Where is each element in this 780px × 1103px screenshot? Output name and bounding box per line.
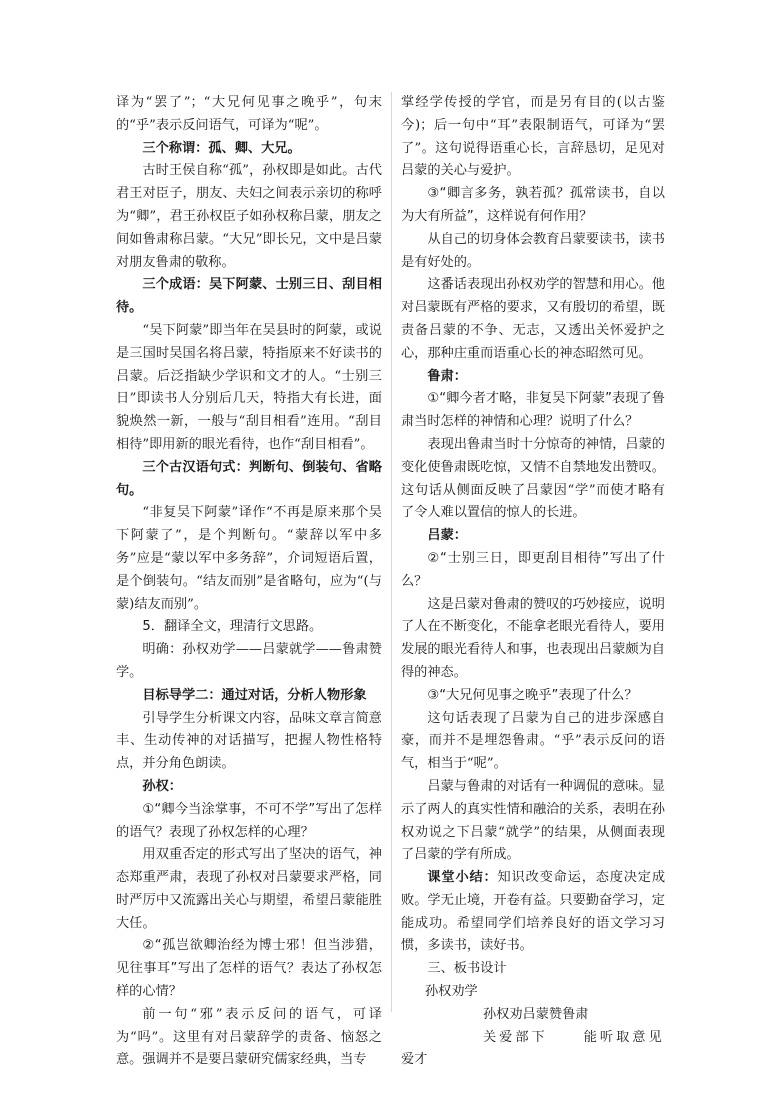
answer: 表现出鲁肃当时十分惊奇的神情，吕蒙的变化使鲁肃既吃惊，又情不自禁地发出赞叹。这句话从侧面反映了吕蒙因“学”而使才略有了令人难以置信的惊人的长进。: [401, 436, 665, 521]
board-line: [401, 1027, 665, 1050]
section-heading: 三、板书设计: [427, 961, 507, 977]
right-column: [401, 92, 665, 1072]
section-heading: 三个称谓：孤、卿、大兄。: [142, 140, 301, 156]
board-item: 能听取意见: [583, 1029, 665, 1045]
board-line: 爱才: [401, 1052, 428, 1068]
answer: 用双重否定的形式写出了坚决的语气，神态郑重严肃，表现了孙权对吕蒙要求严格，同时严厉中又流露出关心与期望，希望吕蒙能胜大任。: [116, 847, 382, 931]
question: ②“孤岂欲卿治经为博士邪！但当涉猎，见往事耳”写出了怎样的语气？表达了孙权怎样的心情？: [116, 938, 382, 1000]
paragraph: 明确：孙权劝学——吕蒙就学——鲁肃赞学。: [116, 642, 382, 680]
answer: 这是吕蒙对鲁肃的赞叹的巧妙接应，说明了人在不断变化，不能拿老眼光看待人，要用发展的眼光看待人和事，也表现出吕蒙颇为自得的神态。: [401, 596, 665, 680]
question: ③“卿言多务，孰若孤？孤常读书，自以为大有所益”，这样说有何作用？: [401, 186, 665, 224]
answer: 前一句“邪”表示反问的语气，可译为“吗”。这里有对吕蒙辞学的责备、恼怒之意。强调并不是要吕蒙研究儒家经典，当专: [116, 1006, 382, 1068]
section-heading: 目标导学二：通过对话，分析人物形象: [142, 687, 367, 703]
summary-text: 知识改变命运，态度决定成败。学无止境，开卷有益。只要勤奋学习，定能成功。希望同学们培养良好的语文学习习惯，多读书，读好书。: [401, 870, 666, 954]
question: ①“卿今当涂掌事，不可不学”写出了怎样的语气？表现了孙权怎样的心理？: [116, 801, 382, 840]
paragraph: 引导学生分析课文内容，品味文章言简意丰、生动传神的对话描写，把握人物性格特点，并分角色朗读。: [116, 710, 382, 772]
summary: [401, 867, 665, 958]
paragraph: 吕蒙与鲁肃的对话有一种调侃的意味。显示了两人的真实性情和融洽的关系，表明在孙权劝说之下吕蒙“就学”的结果，从侧面表现了吕蒙的学有所成。: [401, 778, 665, 863]
speaker-heading: 吕蒙：: [427, 528, 467, 544]
left-column: [116, 92, 382, 1072]
speaker-heading: 鲁肃：: [427, 368, 467, 384]
section-heading: 三个成语：吴下阿蒙、士别三日、刮目相待。: [116, 277, 382, 316]
paragraph: “非复吴下阿蒙”译作“不再是原来那个吴下阿蒙了”，是个判断句。“蒙辞以军中多务”应是“蒙以军中多务辞”，介词短语后置，是个倒装句。“结友而别”是省略句，应为“(与蒙)结友而别”。: [116, 505, 382, 612]
board-title: 孙权劝学: [425, 984, 478, 1000]
answer: 从自己的切身体会教育吕蒙要读书，读书是有好处的。: [401, 231, 665, 270]
paragraph: 这番话表现出孙权劝学的智慧和用心。他对吕蒙既有严格的要求，又有殷切的希望，既责备吕蒙的不争、无志，又透出关怀爱护之心，那种庄重而语重心长的神态昭然可见。: [401, 277, 665, 361]
paragraph: 5．翻译全文，理清行文思路。: [142, 619, 323, 635]
board-item: 关爱部下: [483, 1029, 548, 1045]
paragraph: 译为“罢了”；“大兄何见事之晚乎”，句末的“乎”表示反问语气，可译为“呢”。: [116, 95, 382, 133]
question: ②“士别三日，即更刮目相待”写出了什么？: [401, 550, 665, 589]
section-heading: 三个古汉语句式：判断句、倒装句、省略句。: [116, 459, 382, 498]
paragraph: “吴下阿蒙”即当年在吴县时的阿蒙，或说是三国时吴国名将吕蒙，特指原来不好读书的吕蒙。后泛指缺少学识和文才的人。“士别三日”即读书人分别后几天，特指大有长进，面貌焕然一新，一般与“刮目相看”连用。“刮目相待”即用新的眼光看待，也作“刮目相看”。: [116, 322, 382, 452]
answer: 这句话表现了吕蒙为自己的进步深感自豪，而并不是埋怨鲁肃。“乎”表示反问的语气，相当于“呢”。: [401, 710, 665, 772]
paragraph: 掌经学传授的学官，而是另有目的(以古鉴今)；后一句中“耳”表限制语气，可译为“罢了”。这句说得语重心长，言辞恳切，足见对吕蒙的关心与爱护。: [401, 95, 665, 179]
board-line: 孙权劝吕蒙赞鲁肃: [483, 1006, 589, 1022]
speaker-heading: 孙权：: [142, 778, 182, 794]
column-divider: [391, 92, 392, 1012]
question: ①“卿今者才略，非复吴下阿蒙”表现了鲁肃当时怎样的神情和心理？说明了什么？: [401, 391, 665, 430]
paragraph: 古时王侯自称“孤”，孙权即是如此。古代君王对臣子，朋友、夫妇之间表示亲切的称呼为“卿”，君王孙权臣子如孙权称吕蒙，朋友之间如鲁肃称吕蒙。“大兄”即长兄，文中是吕蒙对朋友鲁肃的敬称。: [116, 163, 382, 270]
question: ③“大兄何见事之晚乎”表现了什么？: [427, 687, 638, 703]
summary-label: 课堂小结：: [427, 870, 498, 886]
